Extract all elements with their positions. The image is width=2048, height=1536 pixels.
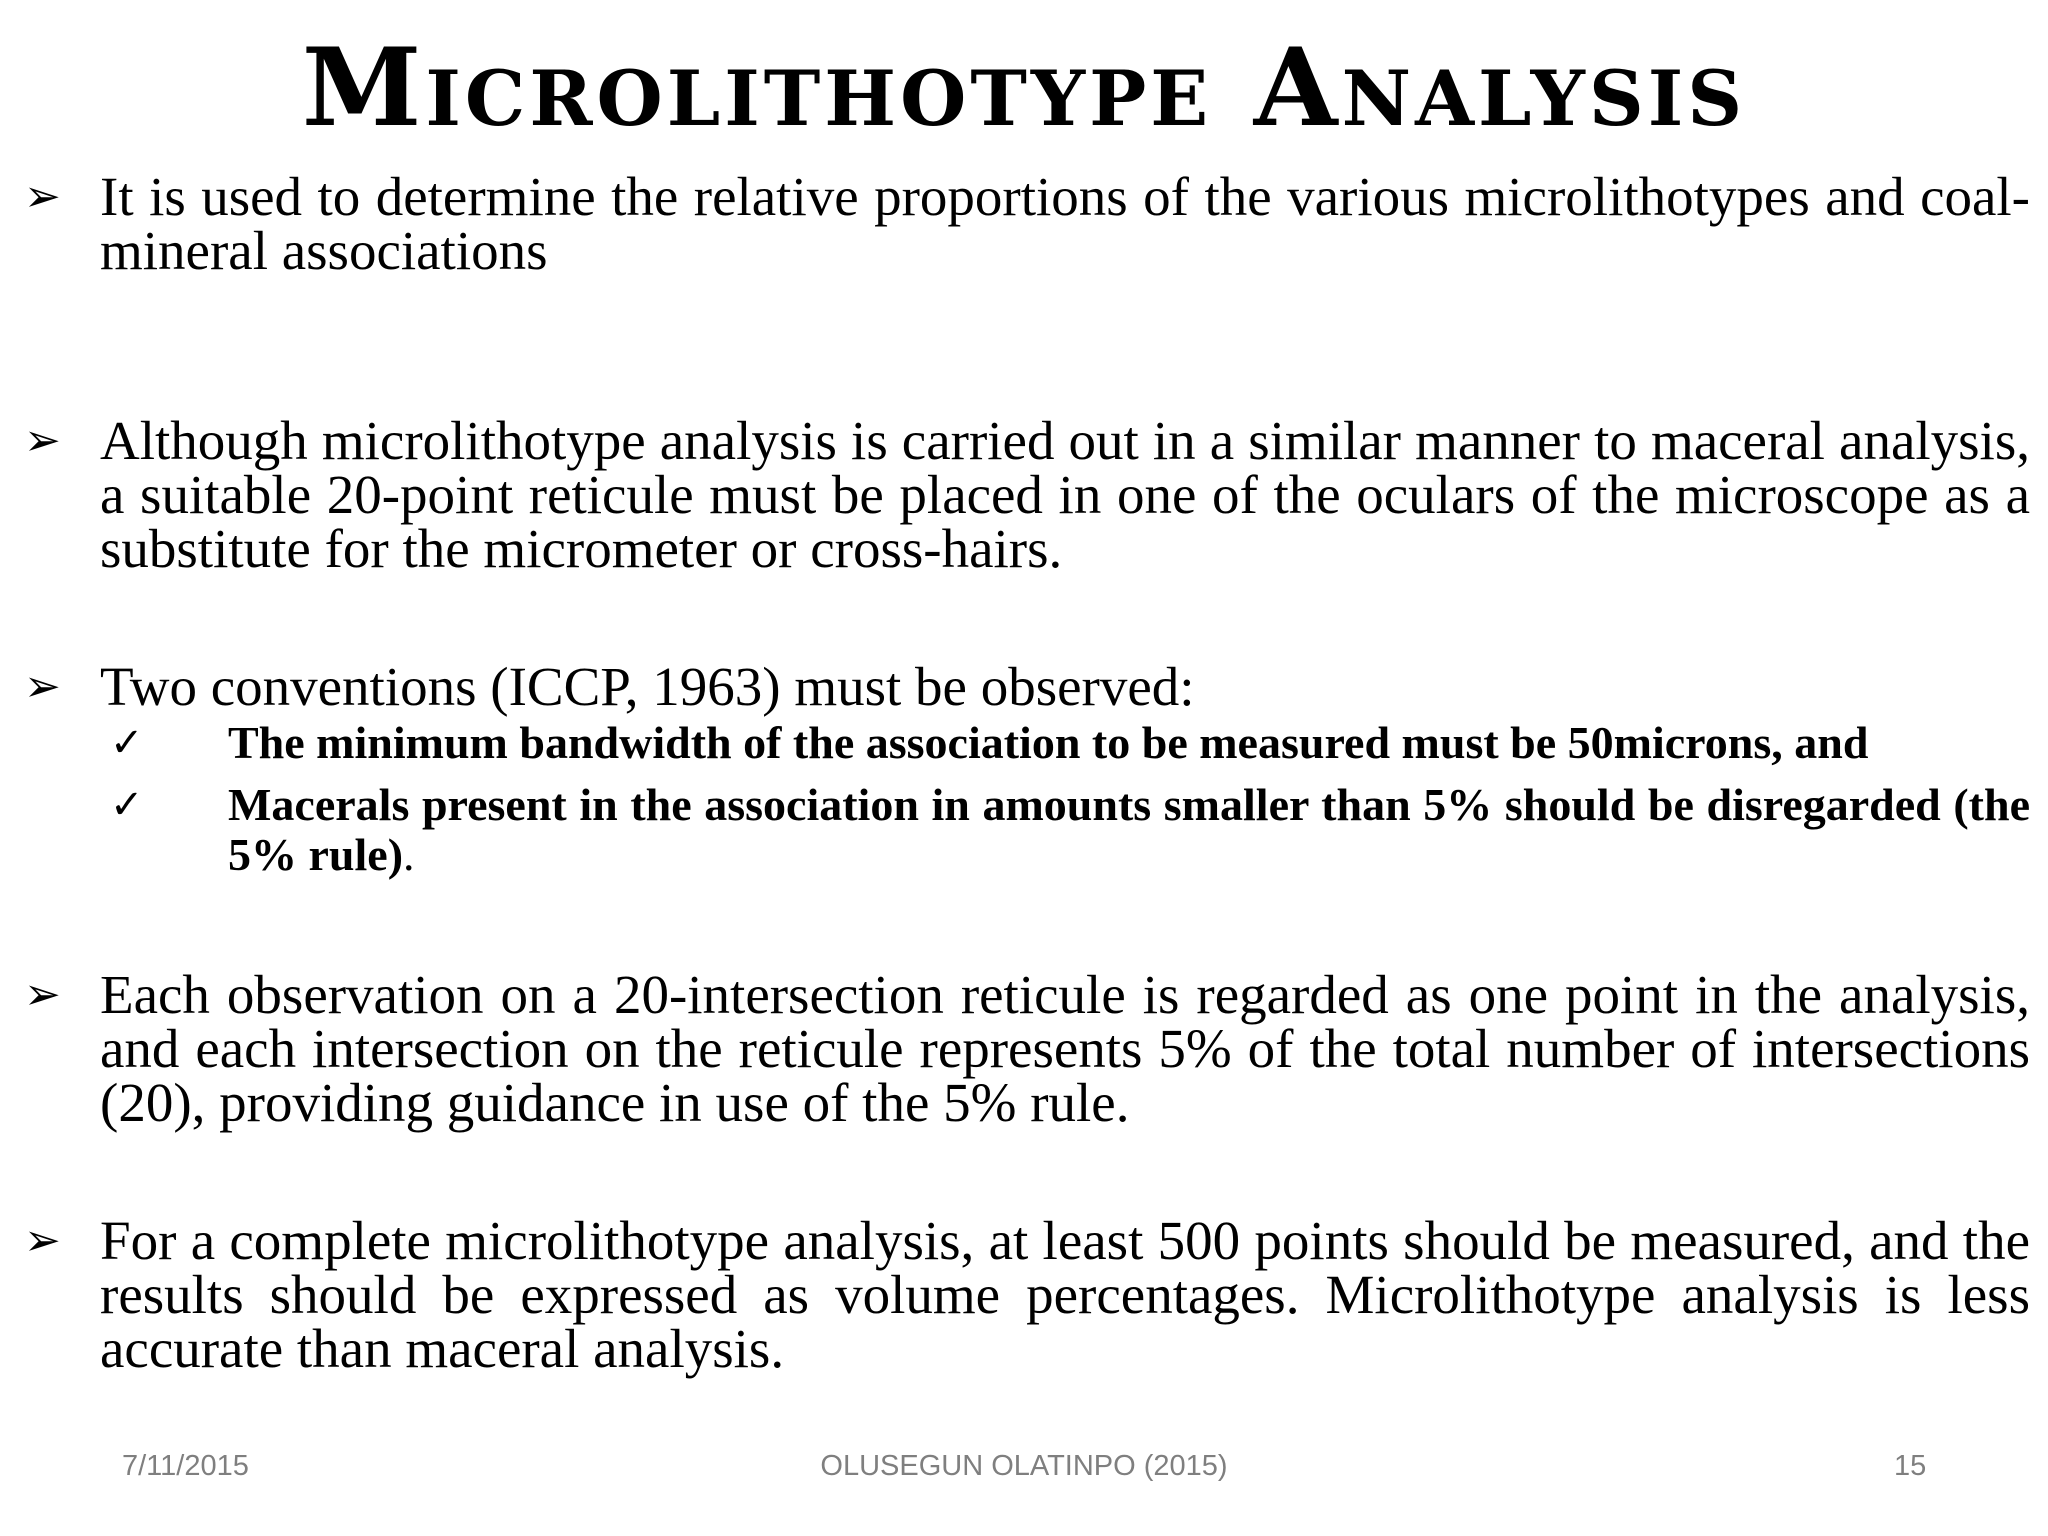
arrowhead-bullet-icon: ➢ — [24, 969, 61, 1020]
footer-date: 7/11/2015 — [122, 1450, 249, 1482]
bullet-item — [24, 1210, 2030, 1379]
slide-title: Microlithotype Analysis — [301, 25, 1747, 151]
convention-item — [24, 780, 2030, 880]
slide-content — [24, 166, 2030, 1379]
footer-page-number: 15 — [1894, 1450, 1927, 1482]
convention-trailing-period: . — [403, 829, 415, 880]
arrowhead-bullet-icon: ➢ — [24, 1215, 61, 1266]
checkmark-icon: ✓ — [110, 720, 144, 766]
bullet-text: For a complete microlithotype analysis, at least 500 points should be measured, and the results should be expressed as volume percentages. Microlithotype analysis is less accurate than maceral analysis. — [100, 1210, 2030, 1379]
bullet-text: Each observation on a 20-intersection reticule is regarded as one point in the analysis, and each intersection on the reticule represents 5% of the total number of intersections (20), providing guidance in use of the 5% rule. — [100, 964, 2030, 1133]
arrowhead-bullet-icon: ➢ — [24, 415, 61, 466]
bullet-text: Although microlithotype analysis is carried out in a similar manner to maceral analysis, a suitable 20-point reticule must be placed in one of the oculars of the microscope as a substitute for the micrometer or cross-hairs. — [100, 410, 2030, 579]
bullet-item — [24, 166, 2030, 281]
arrowhead-bullet-icon: ➢ — [24, 661, 61, 712]
convention-item — [24, 718, 2030, 768]
bullet-item — [24, 410, 2030, 579]
bullet-item — [24, 656, 2030, 717]
convention-text: The minimum bandwidth of the association to be measured must be 50microns, and — [228, 717, 1869, 768]
convention-text: Macerals present in the association in amounts smaller than 5% should be disregarded (the 5% rule) — [228, 779, 2030, 880]
bullet-text: It is used to determine the relative proportions of the various microlithotypes and coal-mineral associations — [100, 166, 2030, 281]
bullet-text: Two conventions (ICCP, 1963) must be observed: — [100, 656, 1195, 717]
arrowhead-bullet-icon: ➢ — [24, 171, 61, 222]
bullet-item — [24, 964, 2030, 1133]
footer-author: OLUSEGUN OLATINPO (2015) — [820, 1450, 1228, 1482]
checkmark-icon: ✓ — [110, 782, 144, 828]
